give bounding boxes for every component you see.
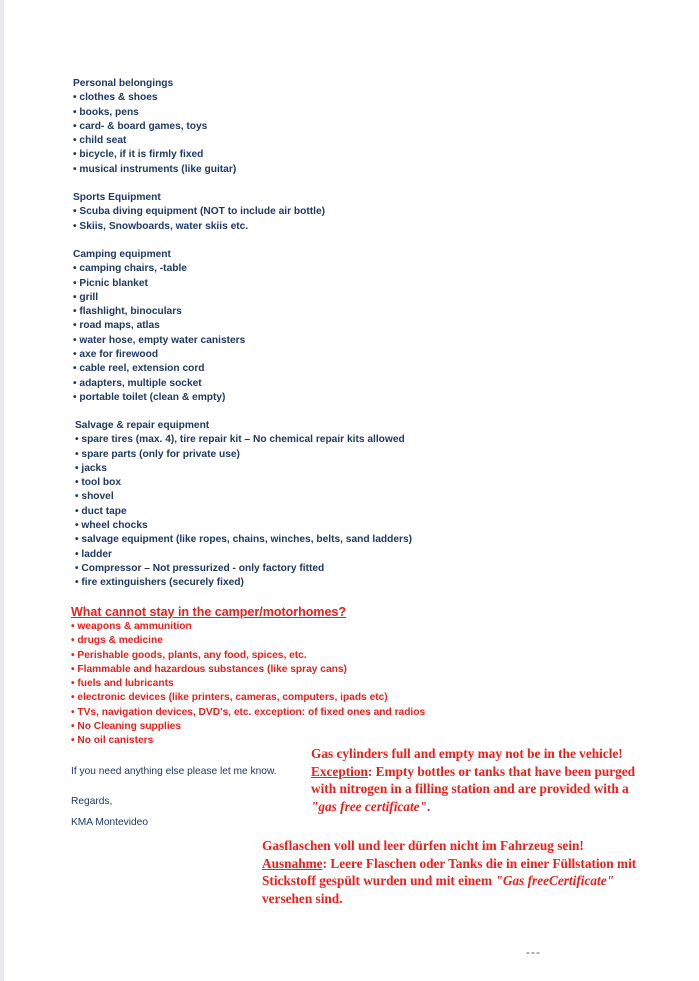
list-item: • road maps, atlas [73,320,160,332]
exception-label: Ausnahme [262,855,323,871]
list-item: • axe for firewood [73,349,159,361]
section-title: Camping equipment [73,249,171,260]
section-prohibited-items [71,605,425,749]
list-item: • salvage equipment (like ropes, chains, winches, belts, sand ladders) [75,534,413,546]
closing-signature: KMA Montevideo [71,817,149,828]
list-item: • shovel [75,491,114,503]
list-item: • cable reel, extension cord [73,363,205,375]
certificate-name: "gas free certificate" [311,798,427,814]
list-item: • jacks [75,462,107,474]
list-item: • books, pens [73,106,139,118]
list-item: • fire extinguishers (securely fixed) [75,577,244,589]
list-item: • Perishable goods, plants, any food, spices, etc. [71,649,307,661]
list-item: • TVs, navigation devices, DVD's, etc. exception: of fixed ones and radios [71,706,426,718]
gas-notice-german [262,837,636,907]
list-item: • musical instruments (like guitar) [73,163,237,175]
list-item: • camping chairs, -table [73,263,187,275]
list-item: • Skiis, Snowboards, water skiis etc. [73,220,249,232]
list-item: • electronic devices (like printers, cameras, computers, ipads etc) [71,692,388,704]
list-item: • Picnic blanket [73,277,148,289]
section-title: Salvage & repair equipment [75,420,210,431]
section-sports-equipment [73,191,325,234]
closing-request: If you need anything else please let me know. [71,766,277,777]
section-title: Personal belongings [73,78,174,89]
gas-notice-line: Exception: Empty bottles or tanks that have been purged [311,763,636,779]
list-item: • clothes & shoes [73,92,158,104]
list-item: • bicycle, if it is firmly fixed [73,149,204,161]
list-item: • adapters, multiple socket [73,377,202,389]
page-footer-dots: --- [526,945,541,959]
section-personal-belongings [73,77,236,177]
gas-notice-line: Gasflaschen voll und leer dürfen nicht im Fahrzeug sein! [262,838,584,853]
list-item: • No oil canisters [71,735,154,747]
list-item: • water hose, empty water canisters [73,334,246,346]
list-item: • wheel chocks [75,520,148,532]
list-item: • tool box [75,477,122,489]
gas-notice-english [311,745,635,815]
list-item: • fuels and lubricants [71,678,174,690]
list-item: • Scuba diving equipment (NOT to include air bottle) [73,206,326,218]
list-item: • spare parts (only for private use) [75,448,240,460]
list-item: • portable toilet (clean & empty) [73,391,226,403]
list-item: • grill [73,291,99,303]
list-item: • Flammable and hazardous substances (like spray cans) [71,663,347,675]
gas-notice-line: Gas cylinders full and empty may not be in the vehicle! [311,746,623,761]
section-title: Sports Equipment [73,192,161,203]
list-item: • duct tape [75,505,127,517]
gas-notice-line: "gas free certificate". [311,798,431,814]
list-item: • Compressor – Not pressurized - only factory fitted [75,562,325,574]
gas-notice-line: Ausnahme: Leere Flaschen oder Tanks die in einer Füllstation mit [262,855,637,871]
section-camping-equipment [73,248,245,405]
section-salvage-repair [75,419,412,591]
section-title: What cannot stay in the camper/motorhomes? [71,605,347,619]
list-item: • ladder [75,548,112,560]
list-item: • weapons & ammunition [71,621,192,632]
list-item: • flashlight, binoculars [73,306,182,318]
certificate-name: "Gas freeCertificate" [495,873,614,888]
list-item: • spare tires (max. 4), tire repair kit – No chemical repair kits allowed [75,434,405,446]
list-item: • child seat [73,135,127,147]
closing-regards: Regards, [71,796,113,807]
list-item: • drugs & medicine [71,635,163,647]
list-item: • card- & board games, toys [73,120,208,132]
gas-notice-line: Stickstoff gespült wurden und mit einem "Gas freeCertificate" [262,873,614,888]
page-edge [0,0,4,981]
exception-label: Exception [311,763,368,779]
gas-notice-line: versehen sind. [262,890,343,906]
list-item: • No Cleaning supplies [71,721,181,733]
gas-notice-line: with nitrogen in a filling station and are provided with a [311,781,629,796]
